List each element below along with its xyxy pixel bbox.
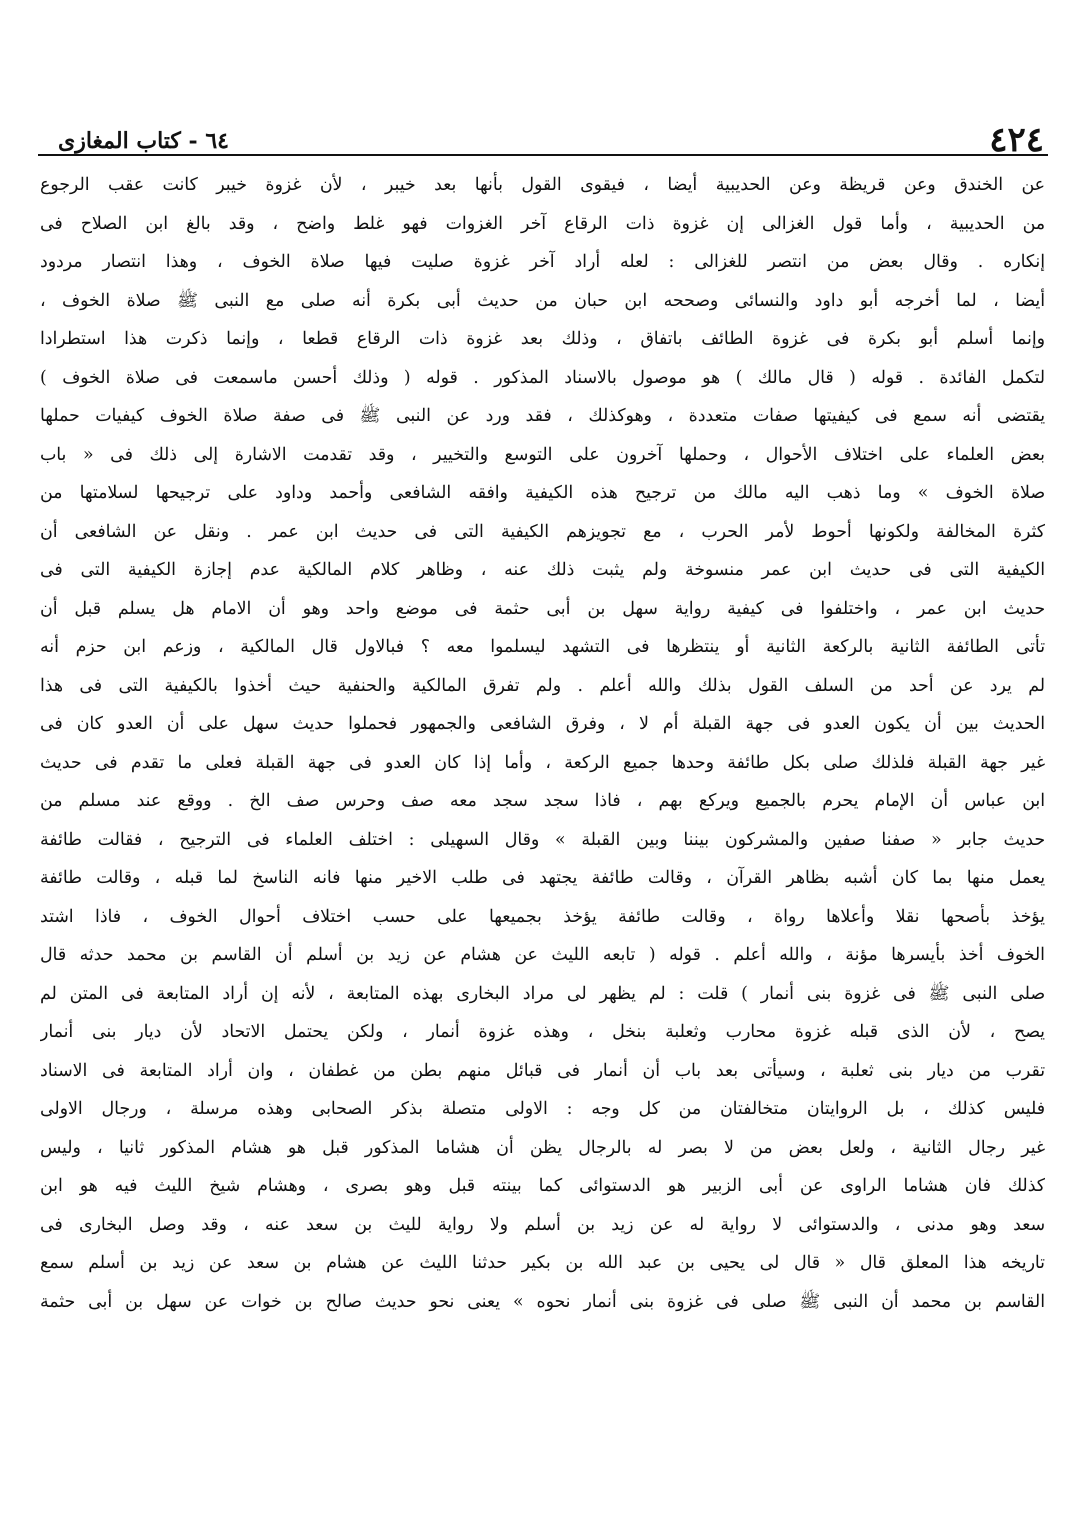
text-line-26: غير رجال الثانية ، ولعل بعض من لا بصر له بالرجال يظن أن هشاما المذكور قبل هو هشام المذكور ثانيا ، وليس (40, 1137, 1045, 1158)
text-line-29: تاريخه هذا المعلق قال « قال لى يحيى بن عبد الله بن بكير حدثنا الليث عن هشام بن سعد عن زيد بن أسلم سمع (40, 1253, 1045, 1273)
text-line-27: كذلك فان هشاما الراوى عن أبى الزبير هو الدستوائى كما بينته قبل وهو بصرى ، وهشام شيخ الليث فيه هو ابن (40, 1176, 1045, 1196)
text-line-25: فليس كذلك ، بل الروايتان متخالفتان من كل وجه : الاولى متصلة بذكر الصحابى وهذه مرسلة ، ورجال الاولى (40, 1099, 1045, 1119)
text-line-20: يؤخذ بأصحها نقلا وأعلاها رواة ، وقالت طائفة يؤخذ بجميعها على حسب اختلاف أحوال الخوف ، فاذا اشتد (40, 906, 1045, 927)
header-rule (38, 154, 1048, 156)
text-line-15: الحديث بين أن يكون العدو فى جهة القبلة أم لا ، وفرق الشافعى والجمهور فحملوا حديث سهل على أن العدو كان فى (40, 714, 1045, 734)
text-line-5: وإنما أسلم أبو بكرة فى غزوة الطائف باتفاق ، وذلك بعد غزوة ذات الرقاع قطعا ، وإنما ذكرت هذا استطرادا (40, 329, 1045, 349)
text-line-28: سعد وهو مدنى ، والدستوائى لا رواية له عن زيد بن أسلم ولا رواية لليث بن سعد عنه ، وقد وصل البخارى فى (40, 1214, 1045, 1235)
running-title: ٦٤ - كتاب المغازى (58, 128, 229, 154)
text-line-2: من الحديبية ، وأما قول الغزالى إن غزوة ذات الرقاع آخر الغزوات فهو غلط واضح ، وقد بالغ ابن الصلاح فى (40, 213, 1045, 234)
text-line-9: صلاة الخوف » وما ذهب اليه مالك من ترجيح هذه الكيفية وافقه الشافعى وأحمد وداود على ترجيحها لسلامتها من (40, 483, 1045, 503)
text-line-16: غير جهة القبلة فلذلك صلى بكل طائفة وحدها جميع الركعة ، وأما إذا كان العدو فى جهة القبلة فعلى ما تقدم فى حديث (40, 752, 1045, 773)
text-line-7: يقتضى أنه سمع فى كيفيتها صفات متعددة ، وهوكذلك ، فقد ورد عن النبى ﷺ فى صفة صلاة الخوف كيفيات حملها (40, 406, 1045, 426)
text-line-13: تأتى الطائفة الثانية بالركعة الثانية أو ينتظرها فى التشهد ليسلموا معه ؟ فبالاول قال المالكية ، وزعم ابن حزم أنه (40, 637, 1045, 657)
body-text (40, 166, 1045, 1321)
text-line-23: يصح ، لأن الذى قبله غزوة محارب وثعلبة بنخل ، وهذه غزوة أنمار ، ولكن يحتمل الاتحاد لأن ديار بنى أنمار (40, 1022, 1045, 1042)
text-line-6: لتكمل الفائدة . قوله ( قال مالك ) هو موصول بالاسناد المذكور . قوله ( وذلك أحسن ماسمعت فى صلاة الخوف ) (40, 367, 1045, 388)
text-line-8: بعض العلماء على اختلاف الأحوال ، وحملها آخرون على التوسع والتخيير ، وقد تقدمت الاشارة إلى ذلك فى « باب (40, 444, 1045, 465)
page-number: ٤٢٤ (989, 120, 1044, 160)
text-line-1: عن الخندق وعن قريظة وعن الحديبية أيضا ، فيقوى القول بأنها بعد خيبر ، لأن غزوة خيبر كانت عقب الرجوع (40, 175, 1045, 195)
text-line-30: القاسم بن محمد أن النبى ﷺ صلى فى غزوة بنى أنمار نحوه » يعنى نحو حديث صالح بن خوات عن سهل بن أبى حثمة (40, 1291, 1045, 1312)
text-line-18: حديث جابر « صفنا صفين والمشركون بيننا وبين القبلة » وقال السهيلى : اختلف العلماء فى الترجيح ، فقالت طائفة (40, 829, 1045, 850)
text-line-17: ابن عباس أن الإمام يحرم بالجميع ويركع بهم ، فاذا سجد سجد معه صف وحرس صف الخ . ووقع عند مسلم من (40, 791, 1045, 811)
text-line-4: أيضا ، لما أخرجه أبو داود والنسائى وصححه ابن حبان من حديث أبى بكرة أنه صلى مع النبى ﷺ صلاة الخوف ، (40, 290, 1045, 311)
text-line-10: كثرة المخالفة ولكونها أحوط لأمر الحرب ، مع تجويزهم الكيفية التى فى حديث ابن عمر . ونقل عن الشافعى أن (40, 521, 1045, 542)
text-line-3: إنكاره . وقال بعض من انتصر للغزالى : لعله أراد آخر غزوة صليت فيها صلاة الخوف ، وهذا انتصار مردود (40, 252, 1045, 272)
text-line-14: لم يرد عن أحد من السلف القول بذلك والله أعلم . ولم تفرق المالكية والحنفية حيث أخذوا بالكيفية التى فى هذا (40, 675, 1045, 696)
text-line-19: يعمل منها بما كان أشبه بظاهر القرآن ، وقالت طائفة يجتهد فى طلب الاخير منها فانه الناسخ لما قبله ، وقالت طائفة (40, 868, 1045, 888)
text-line-11: الكيفية التى فى حديث ابن عمر منسوخة ولم يثبت ذلك عنه ، وظاهر كلام المالكية عدم إجازة الكيفية التى فى (40, 560, 1045, 580)
text-line-12: حديث ابن عمر ، واختلفوا فى كيفية رواية سهل بن أبى حثمة فى موضع واحد وهو أن الامام هل يسلم قبل أن (40, 598, 1045, 619)
text-line-21: الخوف أخذ بأيسرها مؤنة ، والله أعلم . قوله ( تابعه الليث عن هشام عن زيد بن أسلم أن القاسم بن محمد حدثه قال (40, 945, 1045, 965)
text-line-24: تقرب من ديار بنى ثعلبة ، وسيأتى بعد باب أن أنمار فى قبائل منهم بطن من غطفان ، وان أراد المتابعة فى الاسناد (40, 1060, 1045, 1081)
text-line-22: صلى النبى ﷺ فى غزوة بنى أنمار ) قلت : لم يظهر لى مراد البخارى بهذه المتابعة ، لأنه إن أراد المتابعة فى المتن لم (40, 983, 1045, 1004)
